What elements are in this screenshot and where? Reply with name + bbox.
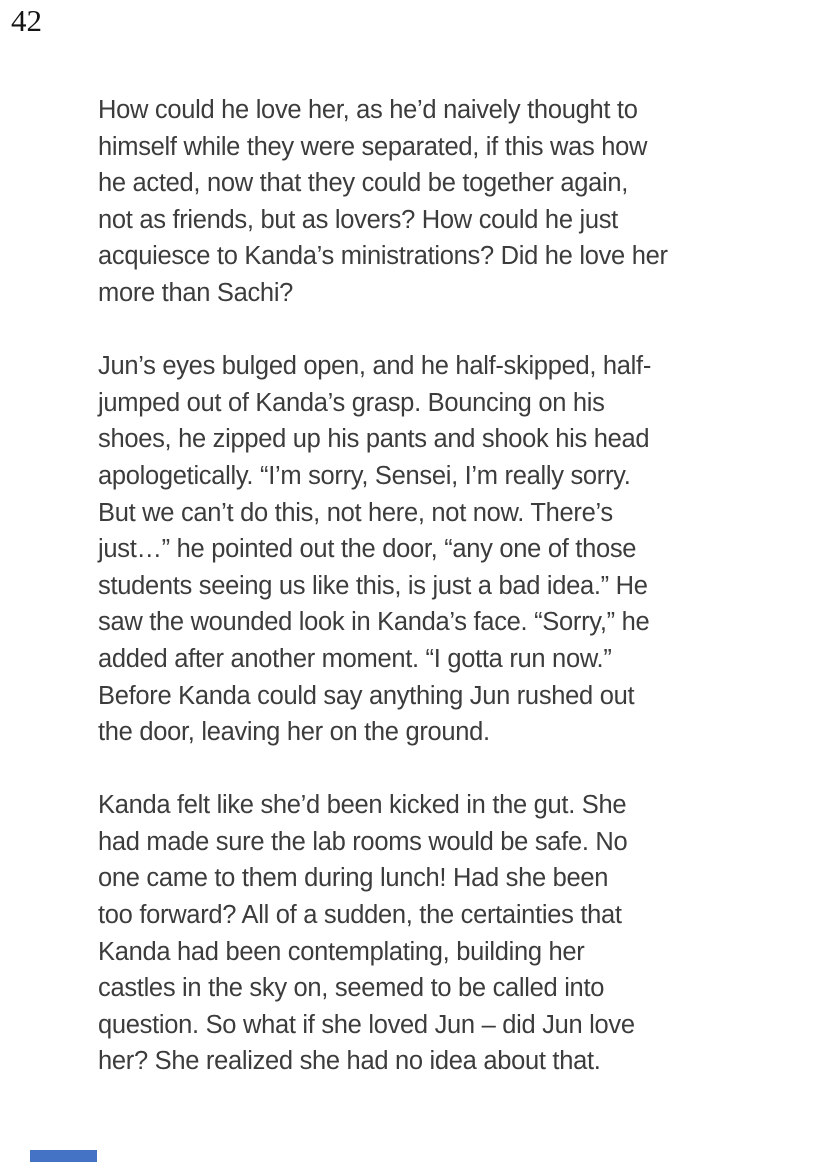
text-line: How could he love her, as he’d naively thought to: [98, 96, 638, 124]
text-line: Before Kanda could say anything Jun rushed out: [98, 681, 635, 710]
text-line: acquiesce to Kanda’s ministrations? Did he love her: [98, 242, 668, 271]
text-line: Kanda felt like she’d been kicked in the gut. She: [98, 791, 627, 820]
text-line: Kanda had been contemplating, building her: [98, 937, 585, 966]
text-line: the door, leaving her on the ground.: [98, 718, 490, 747]
text-line: But we can’t do this, not here, not now. There’s: [98, 498, 613, 527]
text-line: her? She realized she had no idea about that.: [98, 1047, 601, 1076]
text-line: students seeing us like this, is just a bad idea.” He: [98, 571, 648, 600]
text-line: Jun’s eyes bulged open, and he half-skipped, half-: [98, 352, 652, 381]
text-line: added after another moment. “I gotta run now.”: [98, 644, 612, 673]
paragraph: [98, 92, 738, 312]
text-line: saw the wounded look in Kanda’s face. “Sorry,” he: [98, 608, 650, 637]
text-line: one came to them during lunch! Had she been: [98, 864, 609, 893]
text-line: apologetically. “I’m sorry, Sensei, I’m really sorry.: [98, 461, 631, 490]
body-text: [98, 92, 738, 1117]
text-line: he acted, now that they could be together again,: [98, 169, 628, 198]
text-line: not as friends, but as lovers? How could he just: [98, 205, 618, 234]
text-line: jumped out of Kanda’s grasp. Bouncing on his: [98, 388, 605, 417]
text-line: himself while they were separated, if this was how: [98, 132, 648, 161]
text-line: had made sure the lab rooms would be safe. No: [98, 827, 628, 856]
page-progress-bar: [30, 1150, 97, 1162]
text-line: just…” he pointed out the door, “any one of those: [98, 535, 637, 564]
text-line: too forward? All of a sudden, the certainties that: [98, 901, 622, 930]
text-line: shoes, he zipped up his pants and shook his head: [98, 425, 650, 454]
paragraph: [98, 348, 738, 751]
text-line: castles in the sky on, seemed to be called into: [98, 974, 605, 1003]
paragraph: [98, 787, 738, 1080]
text-line: question. So what if she loved Jun – did Jun love: [98, 1010, 635, 1039]
text-line: more than Sachi?: [98, 278, 294, 307]
page-number: 42: [11, 3, 42, 38]
